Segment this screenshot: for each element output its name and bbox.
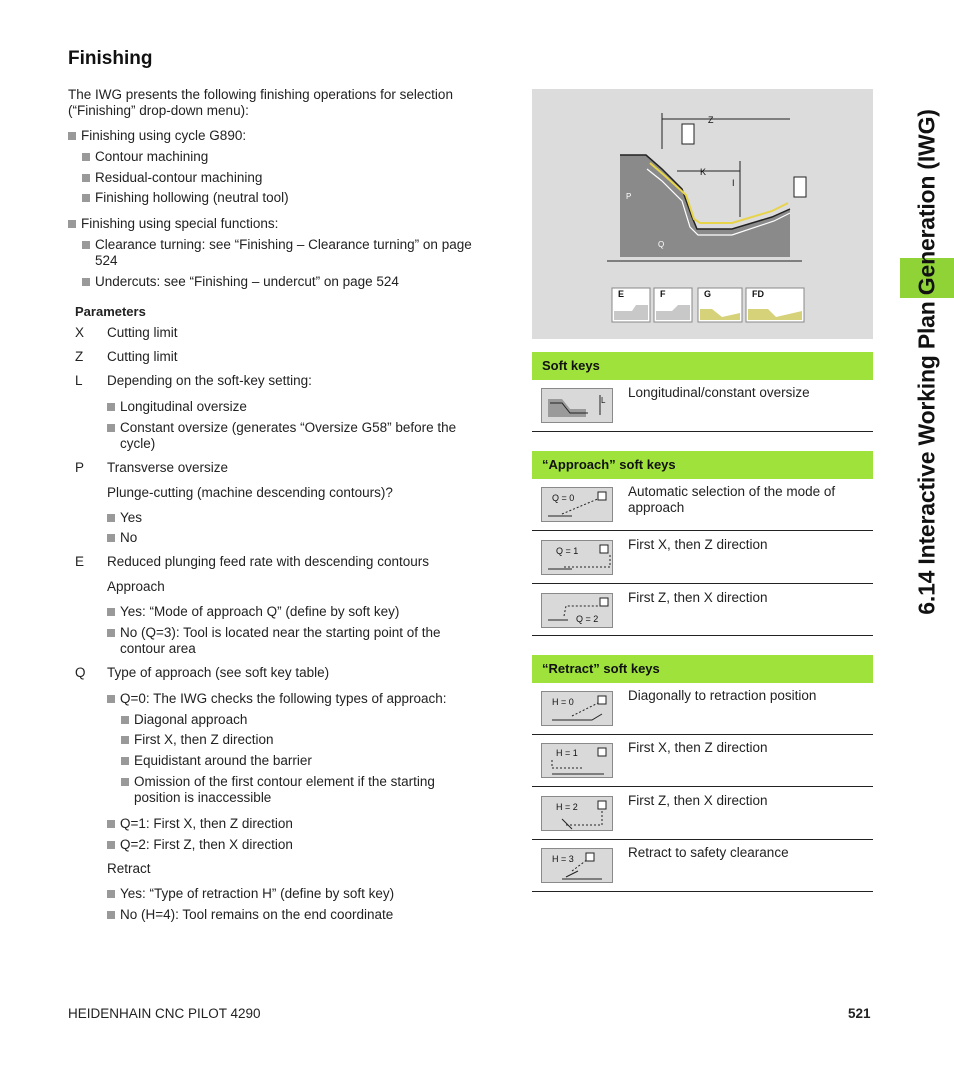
param-letter: Z: [75, 349, 84, 364]
list-item: Constant oversize (generates “Oversize G58” before the cycle): [107, 420, 487, 452]
retract-label: Retract: [107, 861, 151, 876]
list-item: First X, then Z direction: [121, 732, 481, 748]
param-letter: Q: [75, 665, 86, 680]
svg-text:H = 1: H = 1: [556, 748, 578, 758]
approach-q2-softkey-icon: [541, 593, 613, 628]
list-item: Finishing using cycle G890:: [68, 128, 488, 144]
tab-g: G: [704, 289, 712, 299]
oversize-softkey-icon: [541, 388, 613, 423]
list-item: Contour machining: [82, 149, 482, 165]
param-subtext: Approach: [107, 579, 165, 594]
approach-description: First X, then Z direction: [628, 537, 768, 552]
retract-h2-softkey-icon: [541, 796, 613, 831]
param-letter: X: [75, 325, 85, 340]
svg-text:H = 2: H = 2: [556, 802, 578, 812]
param-text: Depending on the soft-key setting:: [107, 373, 312, 388]
list-item: Q=2: First Z, then X direction: [107, 837, 487, 853]
list-item: Residual-contour machining: [82, 170, 482, 186]
retract-description: First Z, then X direction: [628, 793, 768, 808]
dim-q-label: Q: [658, 240, 665, 249]
list-item: Yes: [107, 510, 487, 526]
list-item: Finishing using special functions:: [68, 216, 488, 232]
list-item: Q=0: The IWG checks the following types of approach:: [107, 691, 487, 707]
list-item: Yes: “Type of retraction H” (define by soft key): [107, 886, 487, 902]
svg-text:Q = 2: Q = 2: [576, 614, 599, 624]
param-text: Type of approach (see soft key table): [107, 665, 330, 680]
approach-q1-softkey-icon: [541, 540, 613, 575]
retract-description: Diagonally to retraction position: [628, 688, 817, 703]
list-item: Omission of the first contour element if the starting position is inaccessible: [121, 774, 476, 806]
dim-k-label: K: [700, 167, 707, 177]
param-letter: E: [75, 554, 85, 569]
list-item: No: [107, 530, 487, 546]
param-text: Cutting limit: [107, 349, 178, 364]
softkeys-header: Soft keys: [532, 352, 873, 380]
approach-description: Automatic selection of the mode of approach: [628, 484, 836, 515]
tab-f: F: [660, 289, 666, 299]
finishing-diagram: [532, 89, 873, 339]
intro-text: The IWG presents the following finishing operations for selection (“Finishing” drop-down menu):: [68, 87, 453, 118]
param-letter: L: [75, 373, 83, 388]
list-item: No (H=4): Tool remains on the end coordinate: [107, 907, 487, 923]
list-item: Clearance turning: see “Finishing – Clearance turning” on page 524: [82, 237, 477, 269]
page-title: Finishing: [68, 48, 153, 69]
list-item: No (Q=3): Tool is located near the starting point of the contour area: [107, 625, 482, 657]
retract-description: Retract to safety clearance: [628, 845, 789, 860]
tab-e: E: [618, 289, 625, 299]
dim-z-label: Z: [708, 115, 714, 125]
svg-text:L: L: [601, 396, 606, 405]
list-item: Yes: “Mode of approach Q” (define by soft key): [107, 604, 487, 620]
svg-text:H = 0: H = 0: [552, 697, 574, 707]
param-text: Transverse oversize: [107, 460, 229, 475]
retract-header: “Retract” soft keys: [532, 655, 873, 683]
retract-h0-softkey-icon: [541, 691, 613, 726]
svg-text:H = 3: H = 3: [552, 854, 574, 864]
param-letter: P: [75, 460, 85, 475]
svg-text:Q = 0: Q = 0: [552, 493, 575, 503]
retract-h3-softkey-icon: [541, 848, 613, 883]
list-item: Longitudinal oversize: [107, 399, 487, 415]
approach-header: “Approach” soft keys: [532, 451, 873, 479]
list-item: Equidistant around the barrier: [121, 753, 481, 769]
param-text: Cutting limit: [107, 325, 178, 340]
retract-description: First X, then Z direction: [628, 740, 768, 755]
parameters-heading: Parameters: [75, 304, 146, 319]
param-subtext: Plunge-cutting (machine descending contours)?: [107, 485, 393, 500]
approach-q0-softkey-icon: [541, 487, 613, 522]
softkey-description: Longitudinal/constant oversize: [628, 385, 810, 400]
dim-p-label: P: [626, 192, 632, 201]
list-item: Q=1: First X, then Z direction: [107, 816, 487, 832]
retract-h1-softkey-icon: [541, 743, 613, 778]
tab-fd: FD: [752, 289, 764, 299]
footer-product: HEIDENHAIN CNC PILOT 4290: [68, 1006, 261, 1021]
list-item: Finishing hollowing (neutral tool): [82, 190, 482, 206]
list-item: Diagonal approach: [121, 712, 481, 728]
dim-i-label: I: [732, 178, 735, 188]
param-text: Reduced plunging feed rate with descending contours: [107, 554, 429, 569]
page-number: 521: [848, 1006, 871, 1021]
list-item: Undercuts: see “Finishing – undercut” on page 524: [82, 274, 482, 290]
approach-description: First Z, then X direction: [628, 590, 768, 605]
svg-text:Q = 1: Q = 1: [556, 546, 579, 556]
